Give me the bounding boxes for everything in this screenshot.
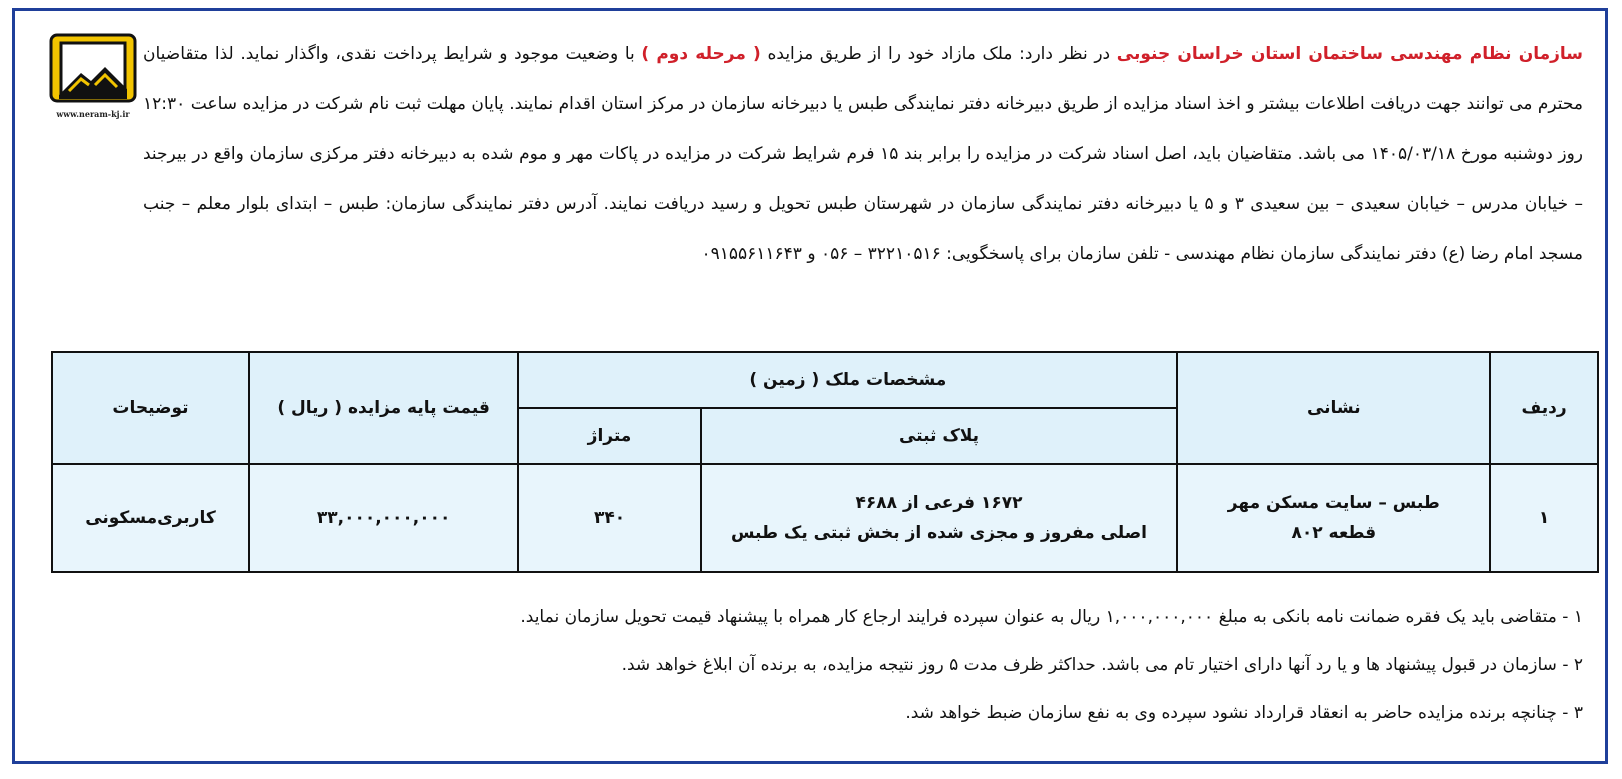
- header-row-no: ردیف: [1490, 352, 1598, 464]
- organization-logo: [45, 33, 141, 123]
- header-base-price: قیمت پایه مزایده ( ریال ): [249, 352, 518, 464]
- condition-item: ۳ - چنانچه برنده مزایده حاضر به انعقاد قرارداد نشود سپرده وی به نفع سازمان ضبط خواهد شد.: [905, 703, 1583, 723]
- cell-area: ۳۴۰: [518, 464, 700, 572]
- header-registration-plate: پلاک ثبتی: [701, 408, 1178, 464]
- plate-line-1: ۱۶۷۲ فرعی از ۴۶۸۸: [855, 493, 1023, 513]
- address-line-1: طبس – سایت مسکن مهر: [1227, 493, 1440, 513]
- notice-paragraph: [143, 29, 1583, 279]
- cell-description: کاربری‌مسکونی: [52, 464, 249, 572]
- header-property-specs: مشخصات ملک ( زمین ): [518, 352, 1177, 408]
- header-address: نشانی: [1177, 352, 1490, 464]
- condition-item: ۱ - متقاضی باید یک فقره ضمانت نامه بانکی به مبلغ ۱,۰۰۰,۰۰۰,۰۰۰ ریال به عنوان سپرده فرایند ارجاع کار همراه با پیشنهاد قیمت تحویل سازمان نماید.: [520, 607, 1583, 627]
- plate-line-2: اصلی مفروز و مجزی شده از بخش ثبتی یک طبس: [731, 523, 1147, 543]
- intro-text-part1: در نظر دارد: ملک مازاد خود را از طریق مزایده: [760, 44, 1117, 64]
- cell-address: [1177, 464, 1490, 572]
- address-line-2: قطعه ۸۰۲: [1291, 523, 1377, 543]
- stage-label: ( مرحله دوم ): [641, 44, 761, 64]
- header-area: متراژ: [518, 408, 700, 464]
- logo-emblem-icon: [45, 33, 141, 109]
- intro-text-part2: با وضعیت موجود و شرایط پرداخت نقدی، واگذار نماید. لذا متقاضیان محترم می توانند جهت دریافت اطلاعات بیشتر و اخذ اسناد مزایده از طریق دبیرخانه دفتر نمایندگی طبس یا دبیرخانه سازمان در مرکز استان اقدام نمایند. پایان مهلت ثبت نام شرکت در مزایده ساعت ۱۲:۳۰ روز دوشنبه مورخ ۱۴۰۵/۰۳/۱۸ می باشد. متقاضیان باید، اصل اسناد شرکت در مزایده را برابر بند ۱۵ فرم شرایط شرکت در مزایده در پاکات مهر و موم شده به دبیرخانه دفتر مرکزی سازمان واقع در بیرجند – خیابان مدرس – خیابان سعیدی – بین سعیدی ۳ و ۵ یا دبیرخانه دفتر نمایندگی سازمان در شهرستان طبس تحویل و رسید دریافت نمایند. آدرس دفتر نمایندگی سازمان: طبس – ابتدای بلوار معلم – جنب مسجد امام رضا (ع) دفتر نمایندگی سازمان نظام مهندسی - تلفن سازمان برای پاسخگویی: ۳۲۲۱۰۵۱۶ – ۰۵۶ و ۰۹۱۵۵۶۱۱۶۴۳: [143, 44, 1584, 264]
- cell-row-no: ۱: [1490, 464, 1598, 572]
- logo-website-text: www.neram-kj.ir: [56, 109, 130, 119]
- cell-registration-plate: [701, 464, 1178, 572]
- organization-name: سازمان نظام مهندسی ساختمان استان خراسان جنوبی: [1116, 44, 1583, 64]
- table-row: [52, 464, 1598, 572]
- cell-base-price: ۳۳,۰۰۰,۰۰۰,۰۰۰: [249, 464, 518, 572]
- auction-table: [51, 351, 1599, 573]
- conditions-list: [43, 593, 1583, 737]
- condition-item: ۲ - سازمان در قبول پیشنهاد ها و یا رد آنها دارای اختیار تام می باشد. حداکثر ظرف مدت ۵ روز نتیجه مزایده، به برنده آن ابلاغ خواهد شد.: [621, 655, 1583, 675]
- notice-frame: [12, 8, 1608, 764]
- header-description: توضیحات: [52, 352, 249, 464]
